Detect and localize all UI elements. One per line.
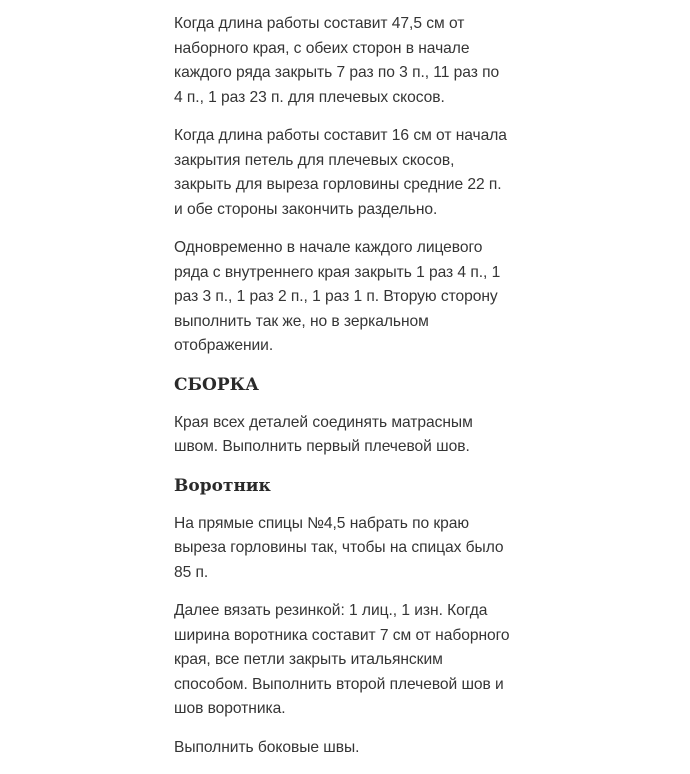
text-line: каждого ряда закрыть 7 раз по 3 п., 11 раз по [174,64,500,81]
paragraph-neckline [174,124,524,222]
text-line: наборного края, с обеих сторон в начале [174,39,470,57]
text-line: шов воротника. [174,700,286,717]
text-line: швом. Выполнить первый плечевой шов. [174,438,470,455]
text-line: Края всех деталей соединять матрасным [174,413,473,431]
text-line: 85 п. [174,563,209,581]
text-line: раз 3 п., 1 раз 2 п., 1 раз 1 п. Вторую сторону [174,288,498,305]
text-line: На прямые спицы №4,5 набрать по краю [174,514,470,532]
text-line: Далее вязать резинкой: 1 лиц., 1 изн. Когда [174,602,488,619]
article-body [174,12,524,774]
text-line: выполнить так же, но в зеркальном [174,312,429,330]
paragraph-collar-cast-on [174,512,524,586]
section-heading-collar: Воротник [174,475,271,496]
paragraph-collar-ribbing [174,599,524,722]
paragraph-side-seams [174,736,524,761]
text-line: Когда длина работы составит 16 см от начала [174,127,507,144]
text-line: и обе стороны закончить раздельно. [174,200,438,218]
paragraph-assembly [174,411,524,460]
text-line: ряда с внутреннего края закрыть 1 раз 4 п., 1 [174,263,501,281]
text-line: закрытия петель для плечевых скосов, [174,151,455,169]
text-line: ширина воротника составит 7 см от наборного [174,626,510,644]
text-line: края, все петли закрыть итальянским [174,651,443,668]
section-heading-assembly: СБОРКА [174,374,259,395]
text-line: Когда длина работы составит 47,5 см от [174,15,465,32]
paragraph-simultaneously [174,236,524,359]
paragraph-shoulder-bevels [174,12,524,110]
text-line: Выполнить боковые швы. [174,738,360,756]
text-line: 4 п., 1 раз 23 п. для плечевых скосов. [174,88,445,106]
text-line: Одновременно в начале каждого лицевого [174,239,483,256]
text-line: способом. Выполнить второй плечевой шов и [174,675,504,693]
text-line: закрыть для выреза горловины средние 22 п. [174,176,502,193]
text-line: выреза горловины так, чтобы на спицах было [174,539,504,556]
text-line: отображении. [174,337,274,354]
